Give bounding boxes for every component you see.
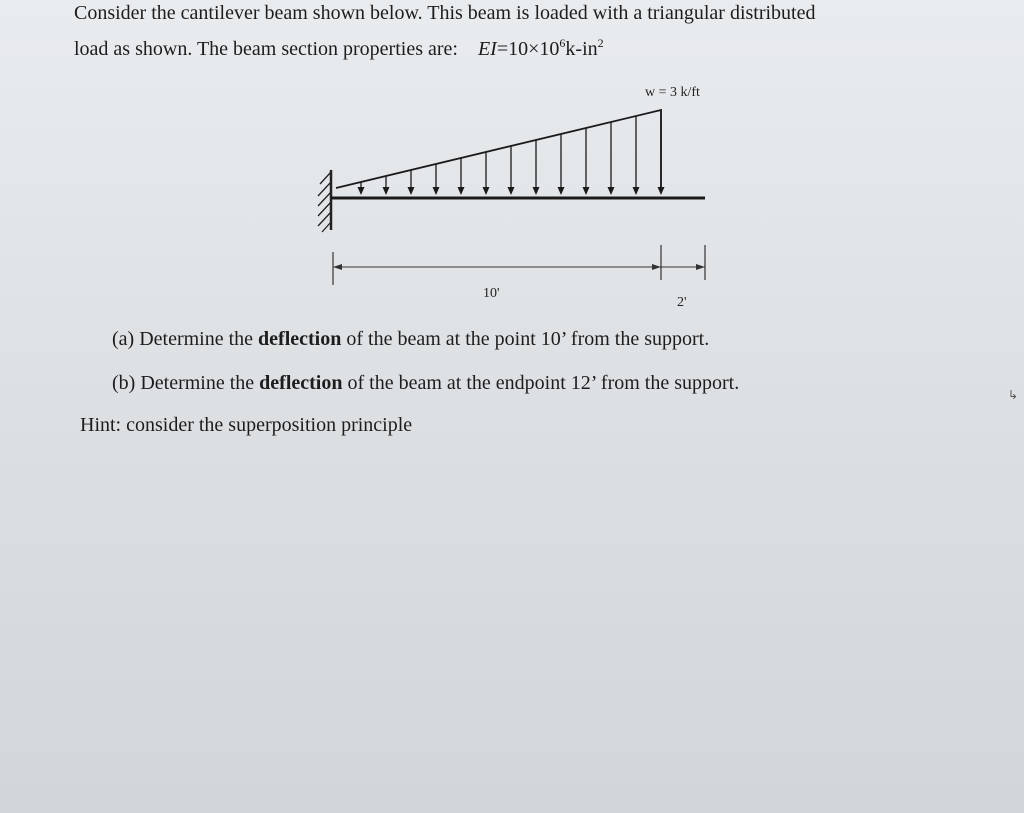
- load-arrow-head: [483, 187, 490, 195]
- question-b-suffix: of the beam at the endpoint 12’ from the support.: [347, 372, 740, 394]
- dimension-arrow-right: [696, 264, 705, 270]
- question-a-prefix: (a) Determine the: [112, 328, 254, 350]
- load-arrow-head: [658, 187, 665, 195]
- dimension-arrow-mid: [652, 264, 661, 270]
- load-arrow-head: [633, 187, 640, 195]
- dimension-label-10ft: 10': [483, 286, 500, 301]
- question-b: [112, 372, 739, 395]
- fixed-support-hatch: [318, 172, 331, 232]
- load-arrow-head: [583, 187, 590, 195]
- dimension-arrow-left: [333, 264, 342, 270]
- ei-symbol: EI: [477, 38, 497, 60]
- question-b-keyword: deflection: [259, 372, 343, 394]
- intro-line-1: Consider the cantilever beam shown below. This beam is loaded with a triangular distributed: [74, 2, 816, 24]
- beam-diagram: [300, 80, 730, 320]
- question-a-keyword: deflection: [258, 328, 342, 350]
- load-arrow-head: [558, 187, 565, 195]
- hint-text: Hint: consider the superposition principle: [80, 414, 413, 436]
- dimension-label-2ft: 2': [677, 295, 687, 310]
- question-a: [112, 328, 709, 351]
- load-arrow-head: [508, 187, 515, 195]
- ei-value: =10×10: [496, 38, 560, 60]
- cursor-mark: ↳: [1007, 388, 1018, 402]
- load-intensity-label: w = 3 k/ft: [645, 85, 700, 100]
- intro-line-2: [74, 38, 604, 61]
- load-arrow-head: [383, 187, 390, 195]
- load-arrow-head: [458, 187, 465, 195]
- load-arrow-head: [433, 187, 440, 195]
- question-a-suffix: of the beam at the point 10’ from the support.: [346, 328, 710, 350]
- ei-unit: k-in: [565, 38, 598, 60]
- question-b-prefix: (b) Determine the: [112, 372, 255, 394]
- intro-line-2-text: load as shown. The beam section properties are:: [74, 38, 458, 60]
- load-arrow-head: [408, 187, 415, 195]
- load-diagram-outline: [336, 110, 661, 188]
- load-arrow-head: [358, 187, 365, 195]
- ei-unit-exponent: 2: [597, 36, 604, 50]
- ei-exponent: 6: [559, 36, 566, 50]
- load-arrows: [358, 110, 665, 195]
- load-arrow-head: [608, 187, 615, 195]
- load-arrow-head: [533, 187, 540, 195]
